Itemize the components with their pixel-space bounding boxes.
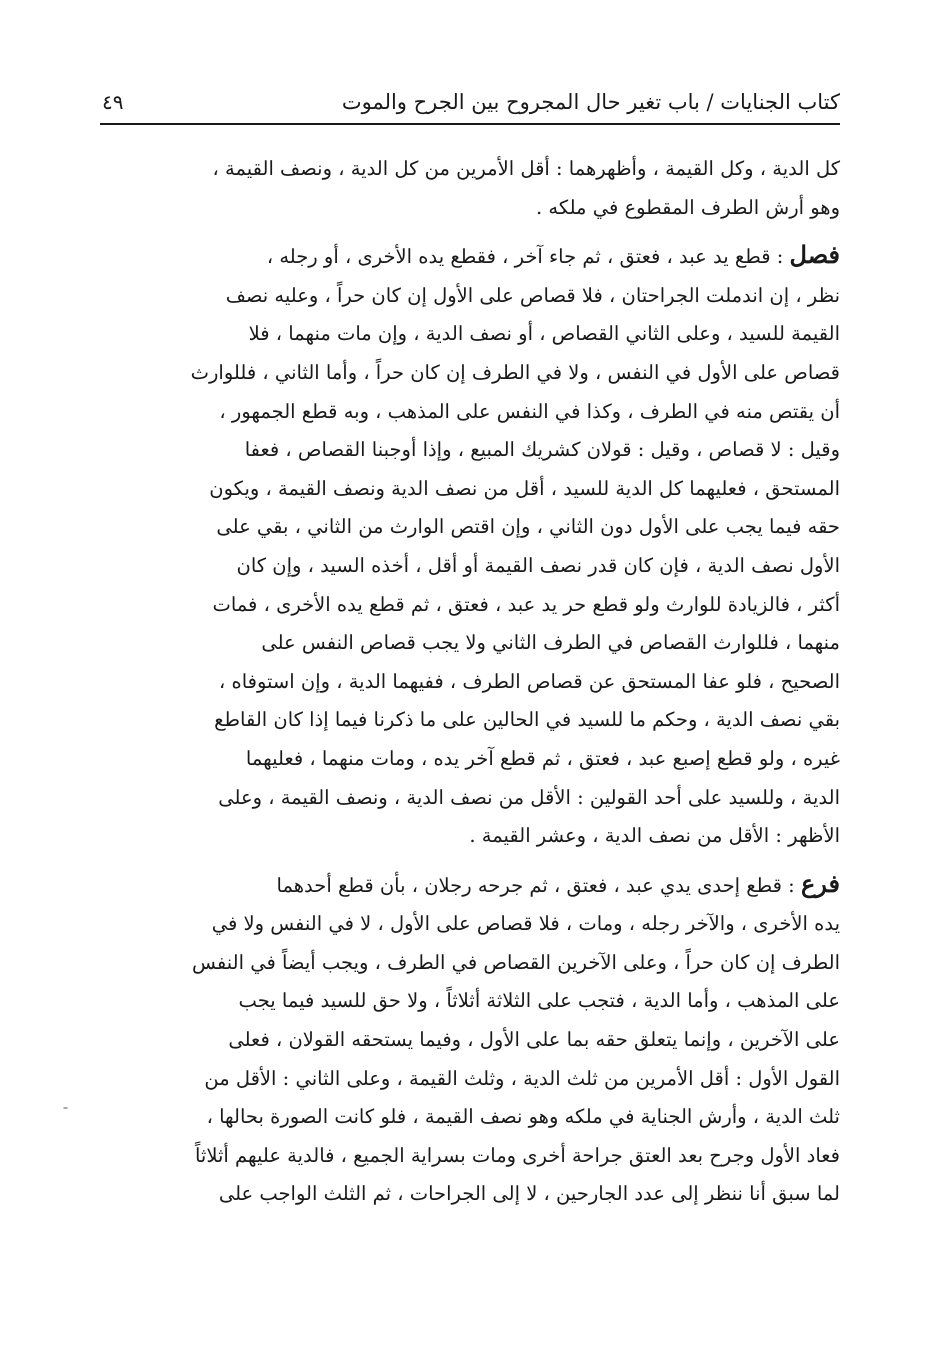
body-text <box>100 150 840 1214</box>
page-number: ٤٩ <box>102 90 124 114</box>
section-heading: فصل <box>789 240 840 270</box>
paragraph-text: : قطع إحدى يدي عبد ، فعتق ، ثم جرحه رجلان ، بأن قطع أحدهما يده الأخرى ، والآخر رجله ، ومات ، فلا قصاص على الأول ، لا في النفس ولا في الطرف إن كان حراً ، وعلى الآخرين القصاص في الطرف ، ويجب أيضاً في النفس على المذهب ، وأما الدية ، فتجب على الثلاثة أثلاثاً ، ولا حق للسيد فيما يجب على الآخرين ، وإنما يتعلق حقه بما على الأول ، وفيما يستحقه القولان ، فعلى القول الأول : أقل الأمرين من ثلث الدية ، وثلث القيمة ، وعلى الثاني : الأقل من ثلث الدية ، وأرش الجناية في ملكه وهو نصف القيمة ، فلو كانت الصورة بحالها ، فعاد الأول وجرح بعد العتق جراحة أخرى ومات بسراية الجميع ، فالدية عليهم أثلاثاً لما سبق أنا ننظر إلى عدد الجارحين ، لا إلى الجراحات ، ثم الثلث الواجب على <box>192 873 840 1206</box>
paragraph-far <box>100 865 840 1214</box>
running-header <box>100 82 840 124</box>
paragraph-text: : قطع يد عبد ، فعتق ، ثم جاء آخر ، فقطع يده الأخرى ، أو رجله ، نظر ، إن اندملت الجراحتان ، فلا قصاص على الأول إن كان حراً ، وعليه نصف القيمة للسيد ، وعلى الثاني القصاص ، أو نصف الدية ، وإن مات منهما ، فلا قصاص على الأول في النفس ، ولا في الطرف إن كان حراً ، وأما الثاني ، فللوارث أن يقتص منه في الطرف ، وكذا في النفس على المذهب ، وبه قطع الجمهور ، وقيل : لا قصاص ، وقيل : قولان كشريك المبيع ، وإذا أوجبنا القصاص ، فعفا المستحق ، فعليهما كل الدية للسيد ، أقل من نصف الدية ونصف القيمة ، ويكون حقه فيما يجب على الأول دون الثاني ، وإن اقتص الوارث من الثاني ، بقي على الأول نصف الدية ، فإن كان قدر نصف القيمة أو أقل ، أخذه السيد ، وإن كان أكثر ، فالزيادة للوارث ولو قطع حر يد عبد ، فعتق ، ثم قطع يده الأخرى ، فمات منهما ، فللوارث القصاص في الطرف الثاني ولا يجب قصاص النفس على الصحيح ، فلو عفا المستحق عن قصاص الطرف ، ففيهما الدية ، وإن استوفاه ، بقي نصف الدية ، وحكم ما للسيد في الحالين على ما ذكرنا فيما إذا كان القاطع غيره ، ولو قطع إصبع عبد ، فعتق ، ثم قطع آخر يده ، ومات منهما ، فعليهما الدية ، وللسيد على أحد القولين : الأقل من نصف الدية ، ونصف القيمة ، وعلى الأظهر : الأقل من نصف الدية ، وعشر القيمة . <box>190 245 840 848</box>
header-divider <box>100 123 840 125</box>
paragraph-text: كل الدية ، وكل القيمة ، وأظهرهما : أقل الأمرين من كل الدية ، ونصف القيمة ، وهو أرش الطرف المقطوع في ملكه . <box>212 157 840 219</box>
margin-speck: ˉ <box>62 1106 69 1122</box>
header-title: كتاب الجنايات / باب تغير حال المجروح بين الجرح والموت <box>341 90 840 114</box>
subsection-heading: فرع <box>800 868 840 898</box>
paragraph-fasl <box>100 236 840 856</box>
paragraph-continuation <box>100 150 840 227</box>
